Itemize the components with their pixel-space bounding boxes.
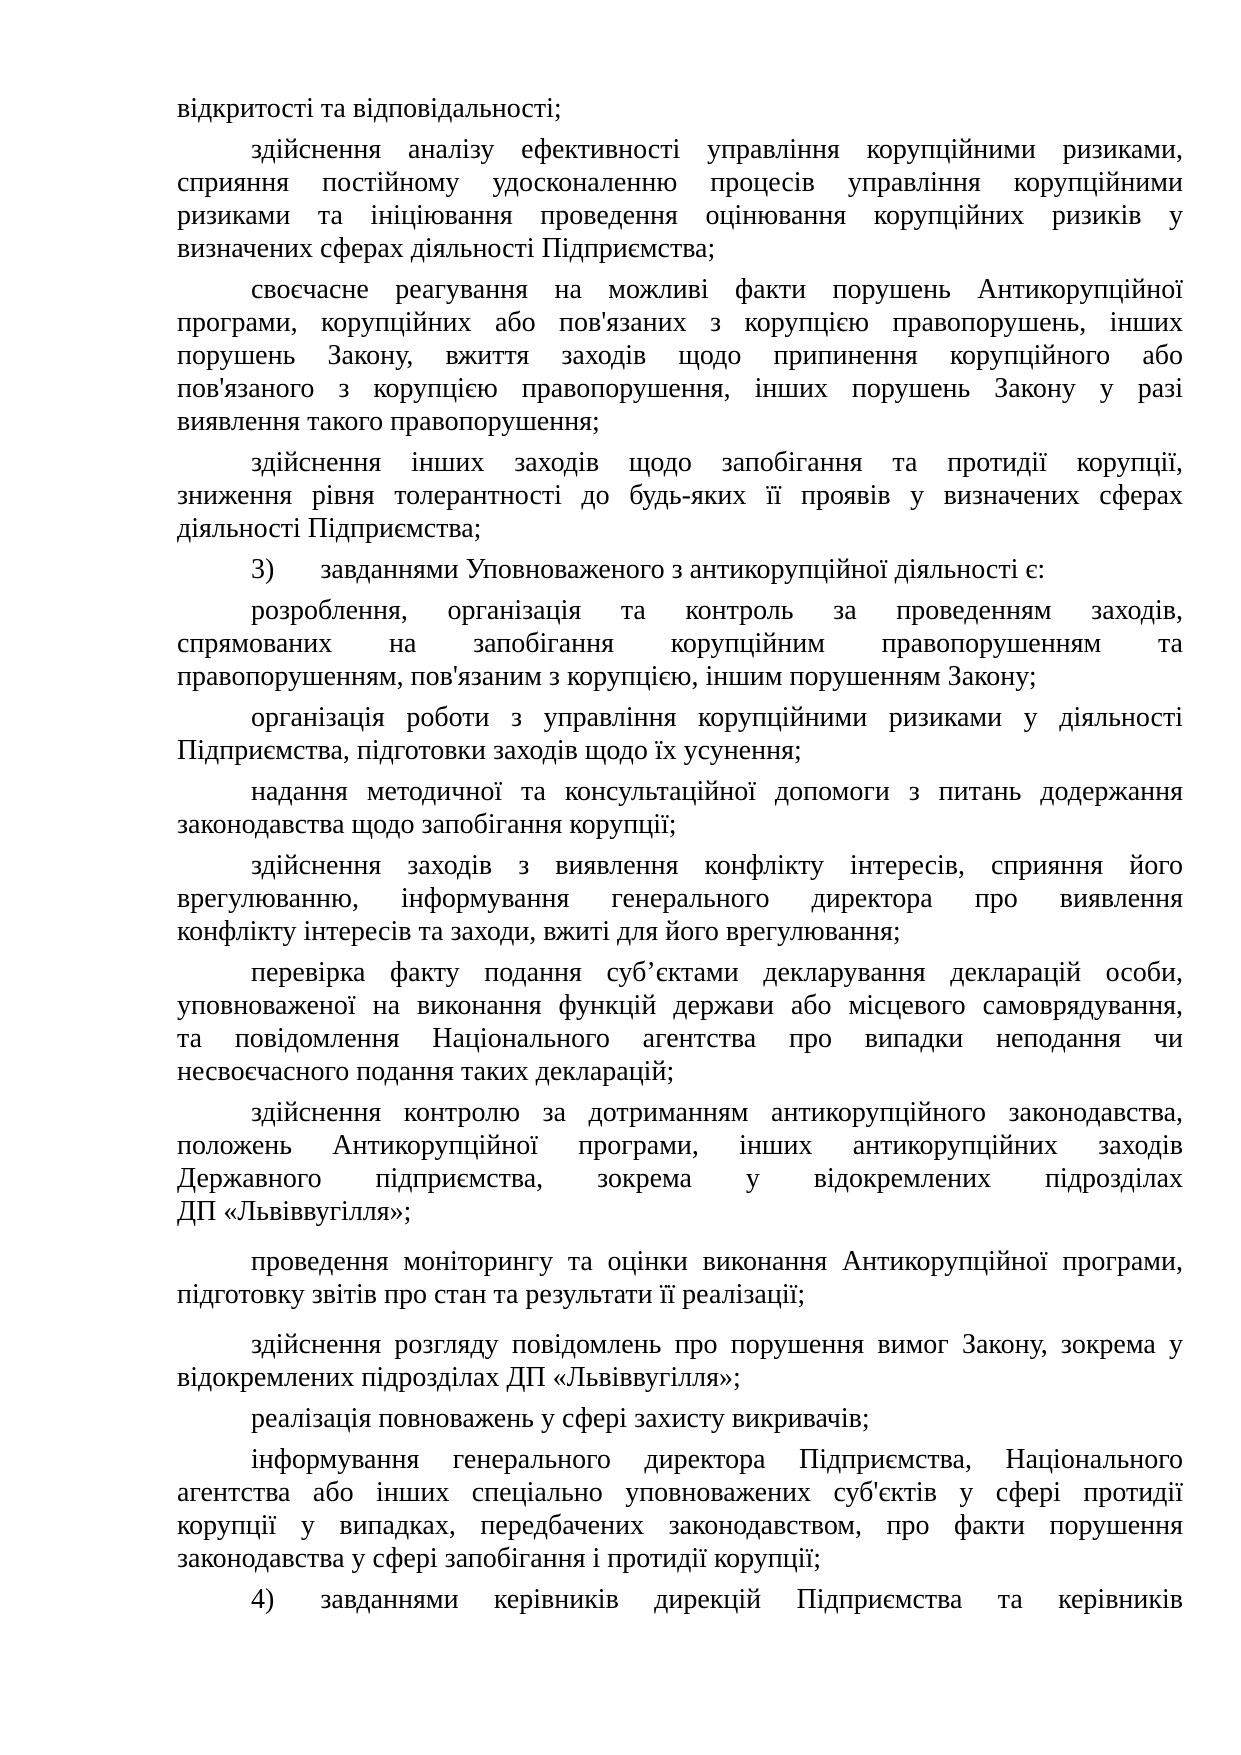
text-line: здійснення заходів з виявлення конфлікту інтересів, сприяння його [251, 850, 1183, 881]
paragraph [177, 1245, 1183, 1311]
text-line: пов'язаного з корупцією правопорушення, інших порушень Закону у разі [177, 373, 1183, 404]
text-line: організація роботи з управління корупційними ризиками у діяльності [251, 702, 1183, 733]
text-line: порушень Закону, вжиття заходів щодо припинення корупційного або [177, 340, 1183, 371]
text-line: надання методичної та консультаційної допомоги з питань додержання [251, 776, 1183, 807]
text-line: діяльності Підприємства; [177, 513, 482, 544]
text-line: спрямованих на запобігання корупційним правопорушенням та [177, 628, 1183, 659]
text-line: проведення моніторингу та оцінки виконання Антикорупційної програми, [251, 1246, 1183, 1277]
paragraph [177, 133, 1183, 265]
text-line [177, 1583, 1183, 1616]
text-line: визначених сферах діяльності Підприємства; [177, 233, 716, 264]
list-number: 3) [251, 554, 275, 585]
paragraph [177, 1443, 1183, 1575]
line-text: завданнями керівників дирекцій Підприємства та керівників [320, 1584, 1183, 1615]
text-line: несвоєчасного подання таких декларацій; [177, 1056, 675, 1087]
text-line: програми, корупційних або пов'язаних з корупцією правопорушень, інших [177, 307, 1183, 338]
list-number: 4) [251, 1584, 275, 1615]
text-line: врегулюванню, інформування генерального директора про виявлення [177, 883, 1183, 914]
paragraph [177, 553, 1183, 586]
paragraph [177, 701, 1183, 767]
text-line: законодавства щодо запобігання корупції; [177, 809, 677, 840]
text-line: корупції у випадках, передбачених законодавством, про факти порушення [177, 1510, 1183, 1541]
text-line: конфлікту інтересів та заходи, вжиті для його врегулювання; [177, 916, 901, 947]
text-line: правопорушенням, пов'язаним з корупцією, іншим порушенням Закону; [177, 661, 1037, 692]
text-line [177, 553, 1183, 586]
paragraph [177, 775, 1183, 841]
text-line: здійснення інших заходів щодо запобігання та протидії корупції, [251, 447, 1183, 478]
text-line: виявлення такого правопорушення; [177, 406, 600, 437]
text-line: відокремлених підрозділах ДП «Львіввугілля»; [177, 1362, 741, 1393]
text-line: здійснення контролю за дотриманням антикорупційного законодавства, [251, 1097, 1183, 1128]
text-line: уповноваженої на виконання функцій держави або місцевого самоврядування, [177, 990, 1183, 1021]
paragraph [177, 1583, 1183, 1616]
document-body [177, 92, 1183, 1616]
paragraph [177, 92, 1183, 125]
text-line: підготовку звітів про стан та результати її реалізації; [177, 1279, 806, 1310]
paragraph [177, 594, 1183, 693]
paragraph [177, 273, 1183, 438]
line-text: завданнями Уповноваженого з антикорупційної діяльності є: [320, 554, 1046, 585]
paragraph [177, 1096, 1183, 1228]
text-line: розроблення, організація та контроль за проведенням заходів, [251, 595, 1183, 626]
paragraph [177, 956, 1183, 1088]
text-line: реалізація повноважень у сфері захисту викривачів; [251, 1403, 870, 1434]
text-line: перевірка факту подання суб’єктами декларування декларацій особи, [251, 957, 1183, 988]
text-line: законодавства у сфері запобігання і протидії корупції; [177, 1543, 822, 1574]
text-line: положень Антикорупційної програми, інших антикорупційних заходів [177, 1130, 1183, 1161]
text-line: відкритості та відповідальності; [177, 93, 562, 124]
paragraph [177, 446, 1183, 545]
text-line: ДП «Львіввугілля»; [177, 1196, 412, 1227]
text-line: здійснення аналізу ефективності управління корупційними ризиками, [251, 134, 1183, 165]
text-line: сприяння постійному удосконаленню процесів управління корупційними [177, 167, 1183, 198]
paragraph [177, 849, 1183, 948]
paragraph [177, 1328, 1183, 1394]
paragraph [177, 1402, 1183, 1435]
text-line: зниження рівня толерантності до будь-яких її проявів у визначених сферах [177, 480, 1183, 511]
text-line: та повідомлення Національного агентства про випадки неподання чи [177, 1023, 1183, 1054]
text-line: ризиками та ініціювання проведення оцінювання корупційних ризиків у [177, 200, 1183, 231]
text-line: агентства або інших спеціально уповноважених суб'єктів у сфері протидії [177, 1477, 1183, 1508]
text-line: Державного підприємства, зокрема у відокремлених підрозділах [177, 1163, 1183, 1194]
text-line: здійснення розгляду повідомлень про порушення вимог Закону, зокрема у [251, 1329, 1183, 1360]
text-line: своєчасне реагування на можливі факти порушень Антикорупційної [251, 274, 1183, 305]
text-line: інформування генерального директора Підприємства, Національного [251, 1444, 1183, 1475]
text-line: Підприємства, підготовки заходів щодо їх усунення; [177, 735, 802, 766]
